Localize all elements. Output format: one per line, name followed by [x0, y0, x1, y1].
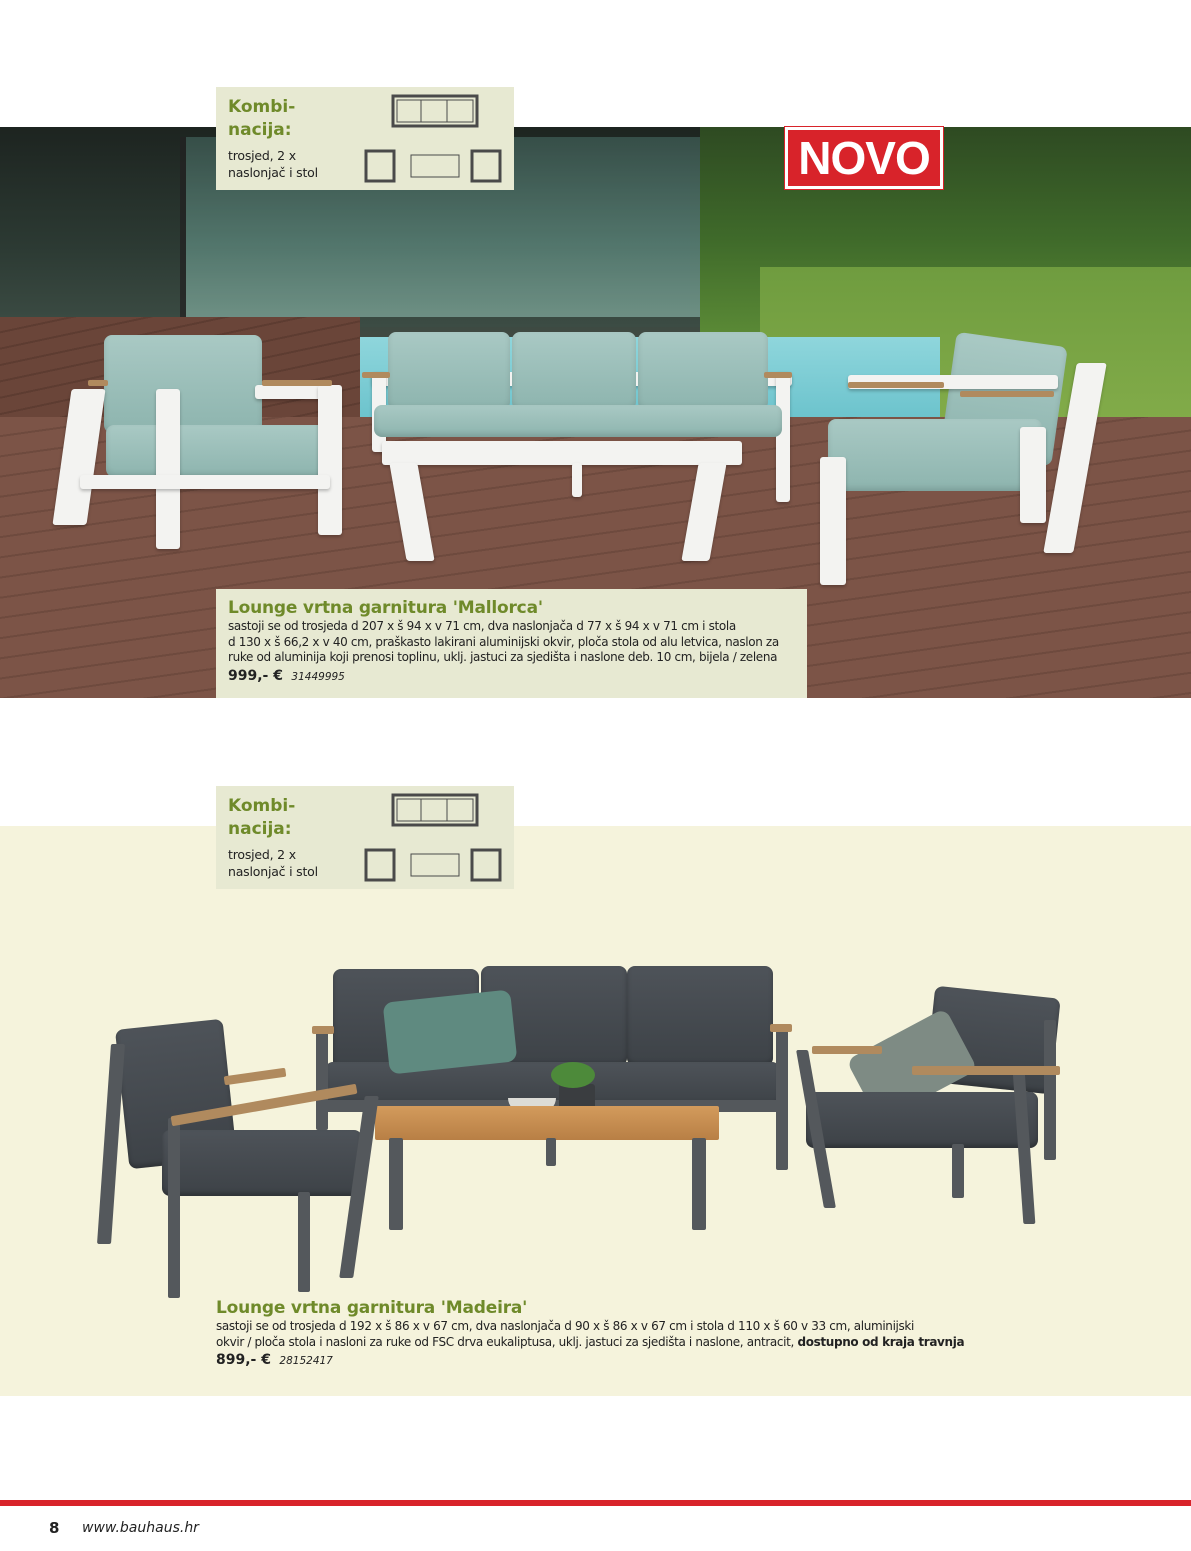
sofa-back-cushion	[512, 332, 636, 410]
footer-divider	[0, 1500, 1191, 1506]
article-number: 31449995	[291, 670, 345, 683]
novo-badge: NOVO	[785, 127, 943, 189]
product-caption-mallorca	[216, 589, 807, 698]
product-title: Lounge vrtna garnitura 'Madeira'	[216, 1298, 528, 1318]
combination-title-line: Kombi-	[228, 796, 296, 816]
product-description	[216, 1319, 976, 1350]
product-title: Lounge vrtna garnitura 'Mallorca'	[228, 598, 543, 618]
price-line	[228, 667, 795, 685]
combination-title	[228, 795, 295, 841]
combination-title-line: nacija:	[228, 120, 292, 140]
product-description-line: sastoji se od trosjeda d 192 x š 86 x v 67 cm, dva naslonjača d 90 x š 86 x v 67 cm i stola d 110 x š 60 v 33 cm, aluminijski	[216, 1319, 915, 1333]
left-chair-armrest	[88, 380, 108, 386]
left-chair-base	[80, 475, 330, 489]
website-link[interactable]: www.bauhaus.hr	[82, 1520, 199, 1536]
combination-description	[228, 846, 318, 880]
price-line	[216, 1351, 976, 1369]
left-chair-leg	[52, 389, 105, 525]
sofa-back-cushion	[388, 332, 510, 410]
combination-description	[228, 147, 318, 181]
product-description-line: ruke od aluminija koji prenosi toplinu, uklj. jastuci za sjedišta i naslone deb. 10 cm, bijela / zelena	[228, 650, 778, 664]
product-description-line: sastoji se od trosjeda d 207 x š 94 x v 71 cm, dva naslonjača d 77 x š 94 x v 71 cm i stola	[228, 619, 736, 633]
product-caption-madeira	[216, 1297, 976, 1369]
combination-description-line: naslonjač i stol	[228, 864, 318, 879]
left-chair-back-cushion	[104, 335, 262, 433]
sofa-armrest	[362, 372, 390, 378]
product-description-line: d 130 x š 66,2 x v 40 cm, praškasto lakirani aluminijski okvir, ploča stola od alu letvica, naslon za	[228, 634, 779, 649]
combination-title-line: Kombi-	[228, 97, 296, 117]
left-chair-seat-cushion	[106, 425, 330, 477]
right-chair-leg	[1020, 427, 1046, 523]
product-description-line	[216, 1335, 976, 1351]
product-description	[228, 619, 795, 666]
right-chair-armrest	[960, 391, 1054, 397]
combination-layout-diagram-icon	[361, 792, 506, 884]
left-chair-leg	[156, 389, 180, 549]
coffee-table-leg	[572, 463, 582, 497]
left-chair-armrest	[262, 380, 332, 386]
sofa-armrest	[764, 372, 792, 378]
combination-description-line: naslonjač i stol	[228, 165, 318, 180]
article-number: 28152417	[279, 1355, 333, 1367]
combination-title	[228, 96, 295, 142]
combination-box-madeira	[216, 786, 514, 889]
product-price: 999,- €	[228, 667, 283, 684]
right-chair-armrest	[848, 382, 944, 388]
combination-title-line: nacija:	[228, 819, 292, 839]
right-chair-seat-cushion	[828, 419, 1042, 491]
coffee-table-leg	[389, 463, 434, 561]
availability-note: dostupno od kraja travnja	[797, 1334, 965, 1349]
sofa-back-cushion	[638, 332, 768, 410]
combination-description-line: trosjed, 2 x	[228, 847, 296, 862]
combination-layout-diagram-icon	[361, 93, 506, 185]
combination-box-mallorca	[216, 87, 514, 190]
coffee-table-leg	[681, 463, 726, 561]
product-price: 899,- €	[216, 1352, 271, 1368]
combination-description-line: trosjed, 2 x	[228, 148, 296, 163]
left-chair-leg	[318, 385, 342, 535]
sofa-seat-cushion	[374, 405, 782, 437]
product-description-text: okvir / ploča stola i nasloni za ruke od FSC drva eukaliptusa, uklj. jastuci za sjedišta i naslone, antracit,	[216, 1334, 798, 1349]
right-chair-leg	[820, 457, 846, 585]
page-number: 8	[49, 1519, 60, 1537]
sofa-leg-right	[776, 372, 790, 502]
coffee-table-top	[382, 441, 742, 465]
